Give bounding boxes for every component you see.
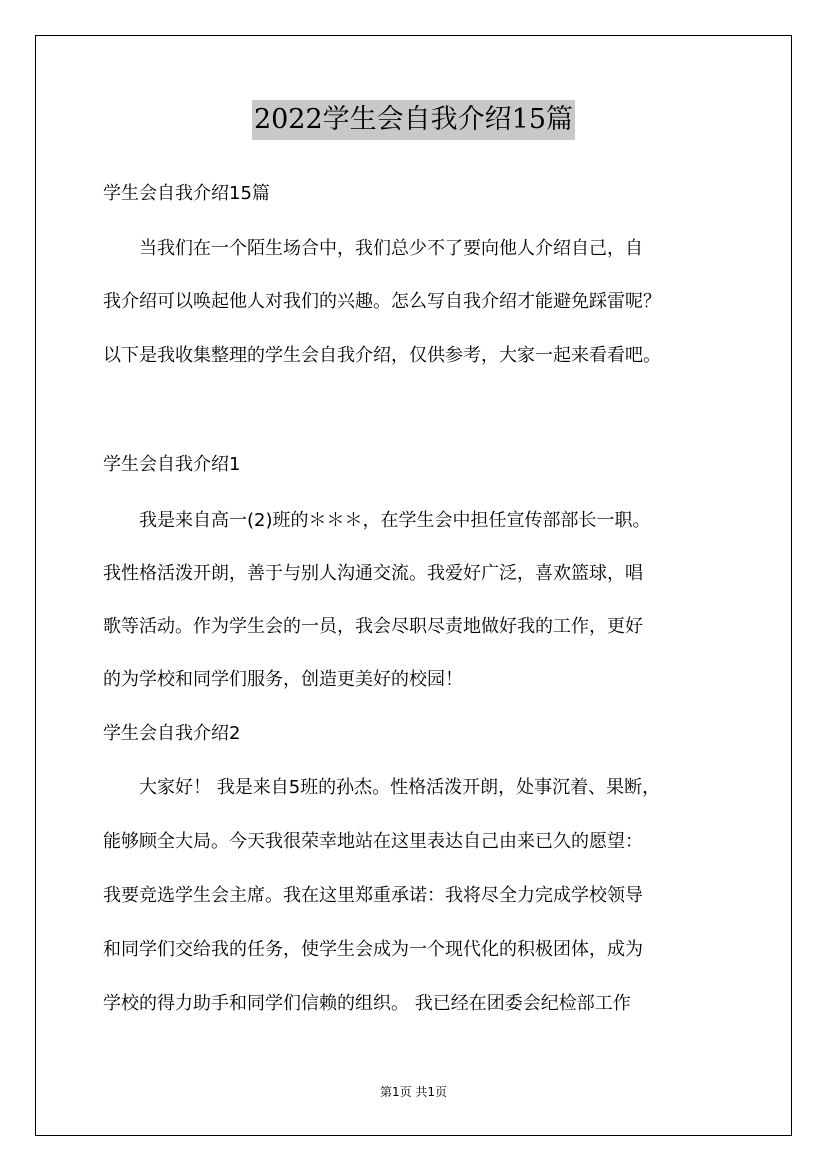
- section-1-line-1: 我是来自高一(2)班的＊＊＊，在学生会中担任宣传部部长一职。: [103, 510, 651, 531]
- section-2-line-3: 我要竞选学生会主席。我在这里郑重承诺：我将尽全力完成学校领导: [103, 885, 643, 906]
- section-1-line-2: 我性格活泼开朗，善于与别人沟通交流。我爱好广泛，喜欢篮球，唱: [103, 563, 643, 584]
- title-container: [0, 100, 827, 140]
- section-2-heading: 学生会自我介绍2: [103, 723, 241, 744]
- section-1-line-3: 歌等活动。作为学生会的一员，我会尽职尽责地做好我的工作，更好: [103, 616, 643, 637]
- section-1-line-4: 的为学校和同学们服务，创造更美好的校园！: [103, 669, 463, 690]
- subtitle: 学生会自我介绍15篇: [103, 183, 270, 204]
- intro-line-3: 以下是我收集整理的学生会自我介绍，仅供参考，大家一起来看看吧。: [103, 345, 661, 366]
- section-2-line-5: 学校的得力助手和同学们信赖的组织。 我已经在团委会纪检部工作: [103, 993, 631, 1014]
- intro-line-2: 我介绍可以唤起他人对我们的兴趣。怎么写自我介绍才能避免踩雷呢？: [103, 291, 661, 312]
- section-2-line-4: 和同学们交给我的任务，使学生会成为一个现代化的积极团体，成为: [103, 939, 643, 960]
- section-1-heading: 学生会自我介绍1: [103, 454, 241, 475]
- page-footer: 第1页 共1页: [379, 1085, 448, 1099]
- document-title: 2022学生会自我介绍15篇: [252, 100, 575, 140]
- intro-line-1: 当我们在一个陌生场合中，我们总少不了要向他人介绍自己，自: [103, 238, 643, 259]
- section-2-line-2: 能够顾全大局。今天我很荣幸地站在这里表达自己由来已久的愿望：: [103, 831, 643, 852]
- section-2-line-1: 大家好！ 我是来自5班的孙杰。性格活泼开朗，处事沉着、果断，: [103, 777, 661, 798]
